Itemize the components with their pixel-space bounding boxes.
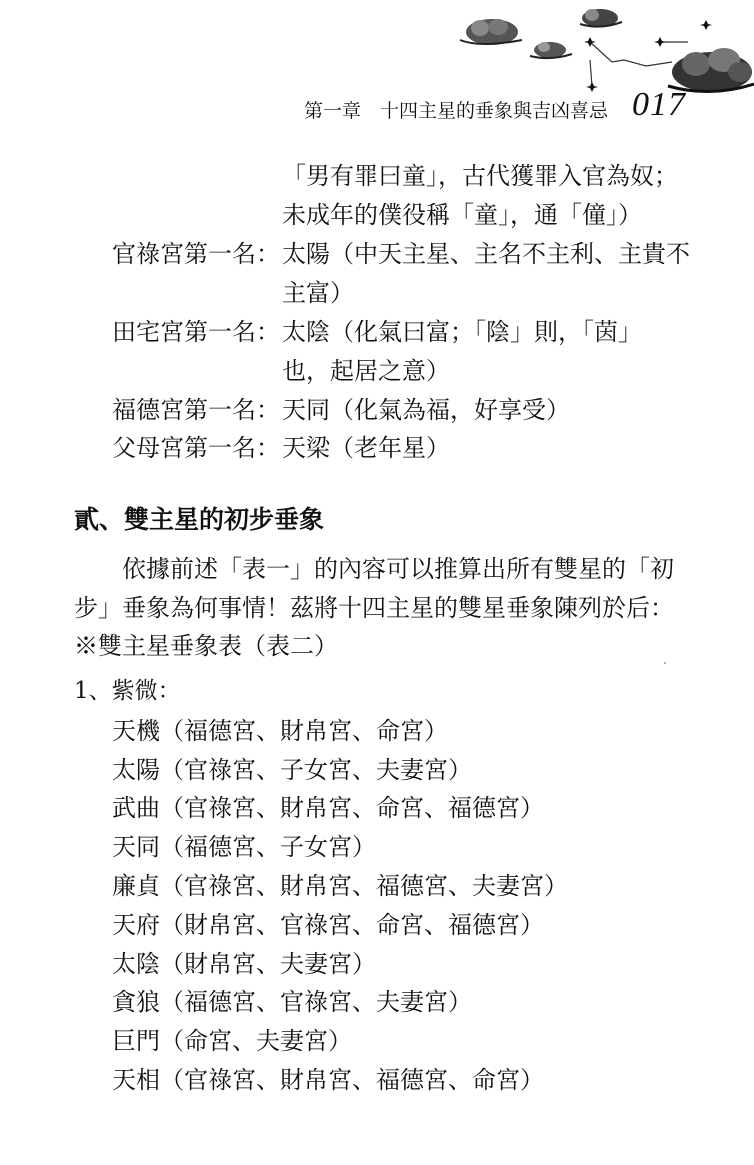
paragraph-line: 依據前述「表一」的內容可以推算出所有雙星的「初 — [122, 555, 674, 583]
list-item: 天相（官祿宮、財帛宮、福德宮、命宮） — [112, 1066, 544, 1094]
list-item: 貪狼（福德宮、官祿宮、夫妻宮） — [112, 988, 472, 1016]
list-item: 太陰（財帛宮、夫妻宮） — [112, 950, 376, 978]
palace-description: 天同（化氣為福，好享受） — [282, 396, 570, 424]
palace-label: 父母宮第一名： — [112, 434, 280, 462]
list-item: 天府（財帛宮、官祿宮、命宮、福德宮） — [112, 911, 544, 939]
palace-label: 田宅宮第一名： — [112, 318, 280, 346]
page-number: 017 — [632, 86, 686, 123]
palace-description: 主富） — [282, 279, 354, 307]
scan-speck — [664, 662, 666, 664]
running-head: 第一章 十四主星的垂象與吉凶喜忌 — [304, 100, 609, 122]
list-item: 天機（福德宮、財帛宮、命宮） — [112, 717, 448, 745]
palace-description: 太陽（中天主星、主名不主利、主貴不 — [282, 240, 690, 268]
palace-label: 官祿宮第一名： — [112, 240, 280, 268]
list-item: 天同（福德宮、子女宮） — [112, 833, 376, 861]
cloud-small-left — [460, 19, 522, 45]
paragraph-line: 步」垂象為何事情！茲將十四主星的雙星垂象陳列於后： — [74, 594, 674, 622]
palace-description: 天梁（老年星） — [282, 434, 450, 462]
section-heading: 貳、雙主星的初步垂象 — [74, 505, 325, 534]
table-caption: ※雙主星垂象表（表二） — [74, 632, 338, 660]
list-item: 武曲（官祿宮、財帛宮、命宮、福德宮） — [112, 794, 544, 822]
palace-description: 也，起居之意） — [282, 357, 450, 385]
cloud-small-middle — [530, 42, 572, 58]
list-item: 廉貞（官祿宮、財帛宮、福德宮、夫妻宮） — [112, 872, 568, 900]
palace-description: 太陰（化氣曰富；「陰」則，「茵」 — [282, 318, 642, 346]
continuation-line: 未成年的僕役稱「童」，通「僮」） — [282, 201, 642, 229]
constellation-lines — [590, 42, 688, 86]
cloud-small-top — [580, 9, 622, 27]
group-title: 1、紫微： — [74, 678, 181, 704]
list-item: 巨門（命宮、夫妻宮） — [112, 1027, 352, 1055]
palace-label: 福德宮第一名： — [112, 396, 280, 424]
continuation-line: 「男有罪曰童」，古代獲罪入官為奴； — [282, 162, 678, 190]
list-item: 太陽（官祿宮、子女宮、夫妻宮） — [112, 756, 472, 784]
